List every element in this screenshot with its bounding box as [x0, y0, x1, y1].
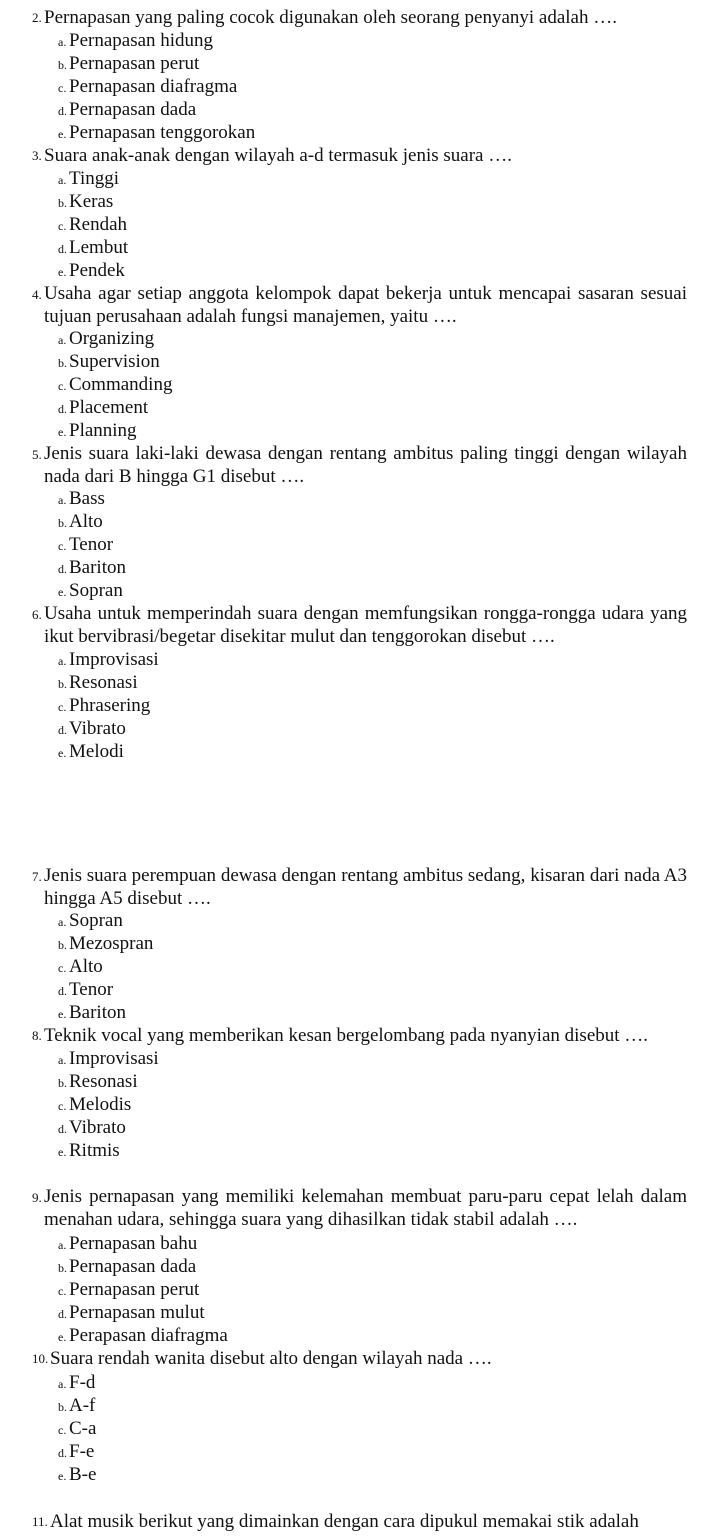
option-text: Rendah — [69, 214, 128, 235]
option-text: Resonasi — [69, 672, 138, 693]
option-letter: b. — [58, 1400, 67, 1414]
question-4 — [33, 282, 687, 328]
option-letter: e. — [58, 1469, 67, 1483]
option-letter: e. — [58, 1007, 67, 1021]
option-a — [58, 29, 255, 52]
option-b — [58, 671, 159, 694]
option-e — [58, 1139, 159, 1162]
options-list — [58, 1047, 159, 1162]
option-text: A-f — [69, 1395, 96, 1416]
question-number: 9. — [32, 1190, 42, 1205]
option-letter: e. — [58, 585, 67, 599]
question-text: Suara anak-anak dengan wilayah a-d termasuk jenis suara …. — [44, 145, 512, 166]
option-d — [58, 1440, 96, 1463]
question-number: 4. — [32, 287, 42, 302]
option-text: Keras — [69, 191, 114, 212]
option-letter: c. — [58, 219, 67, 233]
option-letter: a. — [58, 654, 67, 668]
option-e — [58, 419, 172, 442]
option-a — [58, 1047, 159, 1070]
question-7 — [33, 864, 687, 910]
options-list — [58, 1371, 96, 1486]
option-text: Alto — [69, 511, 103, 532]
option-text: Planning — [69, 420, 137, 441]
option-e — [58, 579, 126, 602]
option-d — [58, 236, 128, 259]
option-text: Improvisasi — [69, 649, 159, 670]
option-letter: a. — [58, 915, 67, 929]
option-text: Supervision — [69, 351, 160, 372]
option-a — [58, 909, 153, 932]
option-letter: b. — [58, 58, 67, 72]
option-letter: c. — [58, 961, 67, 975]
option-letter: a. — [58, 173, 67, 187]
option-b — [58, 932, 153, 955]
option-letter: b. — [58, 938, 67, 952]
option-c — [58, 694, 159, 717]
option-letter: a. — [58, 35, 67, 49]
option-text: Vibrato — [69, 718, 126, 739]
options-list — [58, 167, 128, 282]
option-text: Pernapasan diafragma — [69, 76, 238, 97]
option-text: Sopran — [69, 580, 123, 601]
option-text: Bariton — [69, 557, 126, 578]
question-text: Usaha untuk memperindah suara dengan memfungsikan rongga-rongga udara yang ikut bervibrasi/begetar disekitar mulut dan tenggorokan disebut …. — [44, 603, 687, 647]
question-number: 3. — [32, 148, 42, 163]
option-letter: d. — [58, 402, 67, 416]
option-text: Bass — [69, 488, 105, 509]
option-text: Improvisasi — [69, 1048, 159, 1069]
option-c — [58, 373, 172, 396]
question-text: Alat musik berikut yang dimainkan dengan cara dipukul memakai stik adalah — [50, 1511, 639, 1532]
options-list — [58, 648, 159, 763]
option-letter: e. — [58, 265, 67, 279]
option-letter: e. — [58, 1330, 67, 1344]
option-e — [58, 1463, 96, 1486]
question-number: 11. — [32, 1514, 48, 1529]
option-b — [58, 510, 126, 533]
option-letter: d. — [58, 1122, 67, 1136]
option-letter: d. — [58, 1307, 67, 1321]
option-text: Sopran — [69, 910, 123, 931]
option-text: C-a — [69, 1418, 97, 1439]
option-b — [58, 52, 255, 75]
option-e — [58, 740, 159, 763]
option-c — [58, 1278, 228, 1301]
option-b — [58, 1070, 159, 1093]
option-text: Pernapasan hidung — [69, 30, 214, 51]
option-c — [58, 955, 153, 978]
option-letter: d. — [58, 242, 67, 256]
question-text: Jenis suara perempuan dewasa dengan rentang ambitus sedang, kisaran dari nada A3 hingga A5 disebut …. — [44, 865, 687, 909]
option-text: Resonasi — [69, 1071, 138, 1092]
option-b — [58, 190, 128, 213]
options-list — [58, 909, 153, 1024]
option-text: Pernapasan perut — [69, 1279, 200, 1300]
option-e — [58, 121, 255, 144]
question-text: Usaha agar setiap anggota kelompok dapat bekerja untuk mencapai sasaran sesuai tujuan perusahaan adalah fungsi manajemen, yaitu …. — [44, 283, 687, 327]
option-a — [58, 327, 172, 350]
option-letter: c. — [58, 1284, 67, 1298]
option-d — [58, 98, 255, 121]
option-text: Pernapasan tenggorokan — [69, 122, 256, 143]
option-letter: d. — [58, 984, 67, 998]
option-letter: c. — [58, 700, 67, 714]
question-6 — [33, 602, 687, 648]
option-letter: c. — [58, 379, 67, 393]
option-a — [58, 487, 126, 510]
option-letter: e. — [58, 127, 67, 141]
option-text: Organizing — [69, 328, 155, 349]
options-list — [58, 1232, 228, 1347]
question-text: Jenis pernapasan yang memiliki kelemahan membuat paru-paru cepat lelah dalam menahan udara, sehingga suara yang dihasilkan tidak stabil adalah …. — [44, 1186, 687, 1230]
option-text: Placement — [69, 397, 149, 418]
option-d — [58, 978, 153, 1001]
question-text: Suara rendah wanita disebut alto dengan wilayah nada …. — [50, 1348, 492, 1369]
question-3 — [33, 144, 687, 167]
option-text: Ritmis — [69, 1140, 120, 1161]
option-a — [58, 1232, 228, 1255]
option-d — [58, 1301, 228, 1324]
question-number: 8. — [32, 1028, 42, 1043]
option-letter: b. — [58, 196, 67, 210]
option-text: Tenor — [69, 534, 114, 555]
question-text: Jenis suara laki-laki dewasa dengan rentang ambitus paling tinggi dengan wilayah nada dari B hingga G1 disebut …. — [44, 443, 687, 487]
option-text: Tenor — [69, 979, 114, 1000]
options-list — [58, 327, 172, 442]
question-2 — [33, 6, 687, 29]
option-letter: d. — [58, 1446, 67, 1460]
option-c — [58, 1417, 96, 1440]
option-letter: a. — [58, 493, 67, 507]
option-letter: c. — [58, 539, 67, 553]
option-letter: c. — [58, 1099, 67, 1113]
option-text: Lembut — [69, 237, 129, 258]
option-text: Pernapasan dada — [69, 1256, 197, 1277]
option-text: Commanding — [69, 374, 173, 395]
option-letter: a. — [58, 1238, 67, 1252]
question-11 — [33, 1510, 687, 1533]
question-number: 5. — [32, 447, 42, 462]
option-text: Pendek — [69, 260, 125, 281]
option-letter: d. — [58, 562, 67, 576]
question-8 — [33, 1024, 687, 1047]
option-c — [58, 75, 255, 98]
option-d — [58, 556, 126, 579]
option-letter: b. — [58, 1076, 67, 1090]
question-5 — [33, 442, 687, 488]
question-number: 2. — [32, 10, 42, 25]
option-text: F-d — [69, 1372, 96, 1393]
question-number: 6. — [32, 607, 42, 622]
option-letter: d. — [58, 104, 67, 118]
question-text: Teknik vocal yang memberikan kesan bergelombang pada nyanyian disebut …. — [44, 1025, 649, 1046]
option-c — [58, 533, 126, 556]
option-text: Pernapasan mulut — [69, 1302, 205, 1323]
option-letter: e. — [58, 425, 67, 439]
option-b — [58, 1255, 228, 1278]
option-b — [58, 1394, 96, 1417]
option-text: Pernapasan perut — [69, 53, 200, 74]
option-letter: b. — [58, 516, 67, 530]
option-text: Perapasan diafragma — [69, 1325, 228, 1346]
option-letter: b. — [58, 356, 67, 370]
question-9 — [33, 1185, 687, 1231]
option-text: Alto — [69, 956, 103, 977]
option-letter: e. — [58, 1145, 67, 1159]
option-letter: c. — [58, 81, 67, 95]
option-letter: d. — [58, 723, 67, 737]
option-text: Vibrato — [69, 1117, 126, 1138]
options-list — [58, 487, 126, 602]
option-letter: c. — [58, 1423, 67, 1437]
option-letter: e. — [58, 746, 67, 760]
question-text: Pernapasan yang paling cocok digunakan oleh seorang penyanyi adalah …. — [44, 7, 617, 28]
option-text: Bariton — [69, 1002, 126, 1023]
option-c — [58, 213, 128, 236]
option-letter: b. — [58, 677, 67, 691]
option-text: B-e — [69, 1464, 97, 1485]
option-b — [58, 350, 172, 373]
option-e — [58, 1001, 153, 1024]
option-text: F-e — [69, 1441, 95, 1462]
option-a — [58, 648, 159, 671]
question-number: 7. — [32, 869, 42, 884]
option-text: Pernapasan dada — [69, 99, 197, 120]
option-c — [58, 1093, 159, 1116]
option-text: Melodi — [69, 741, 124, 762]
option-text: Melodis — [69, 1094, 132, 1115]
question-10 — [33, 1347, 687, 1370]
option-letter: a. — [58, 333, 67, 347]
option-text: Mezospran — [69, 933, 154, 954]
option-letter: b. — [58, 1261, 67, 1275]
options-list — [58, 29, 255, 144]
option-text: Phrasering — [69, 695, 151, 716]
option-text: Tinggi — [69, 168, 119, 189]
option-letter: a. — [58, 1377, 67, 1391]
option-a — [58, 167, 128, 190]
option-text: Pernapasan bahu — [69, 1233, 198, 1254]
option-d — [58, 717, 159, 740]
option-d — [58, 396, 172, 419]
option-d — [58, 1116, 159, 1139]
question-number: 10. — [32, 1351, 49, 1366]
option-e — [58, 1324, 228, 1347]
option-letter: a. — [58, 1053, 67, 1067]
option-e — [58, 259, 128, 282]
option-a — [58, 1371, 96, 1394]
